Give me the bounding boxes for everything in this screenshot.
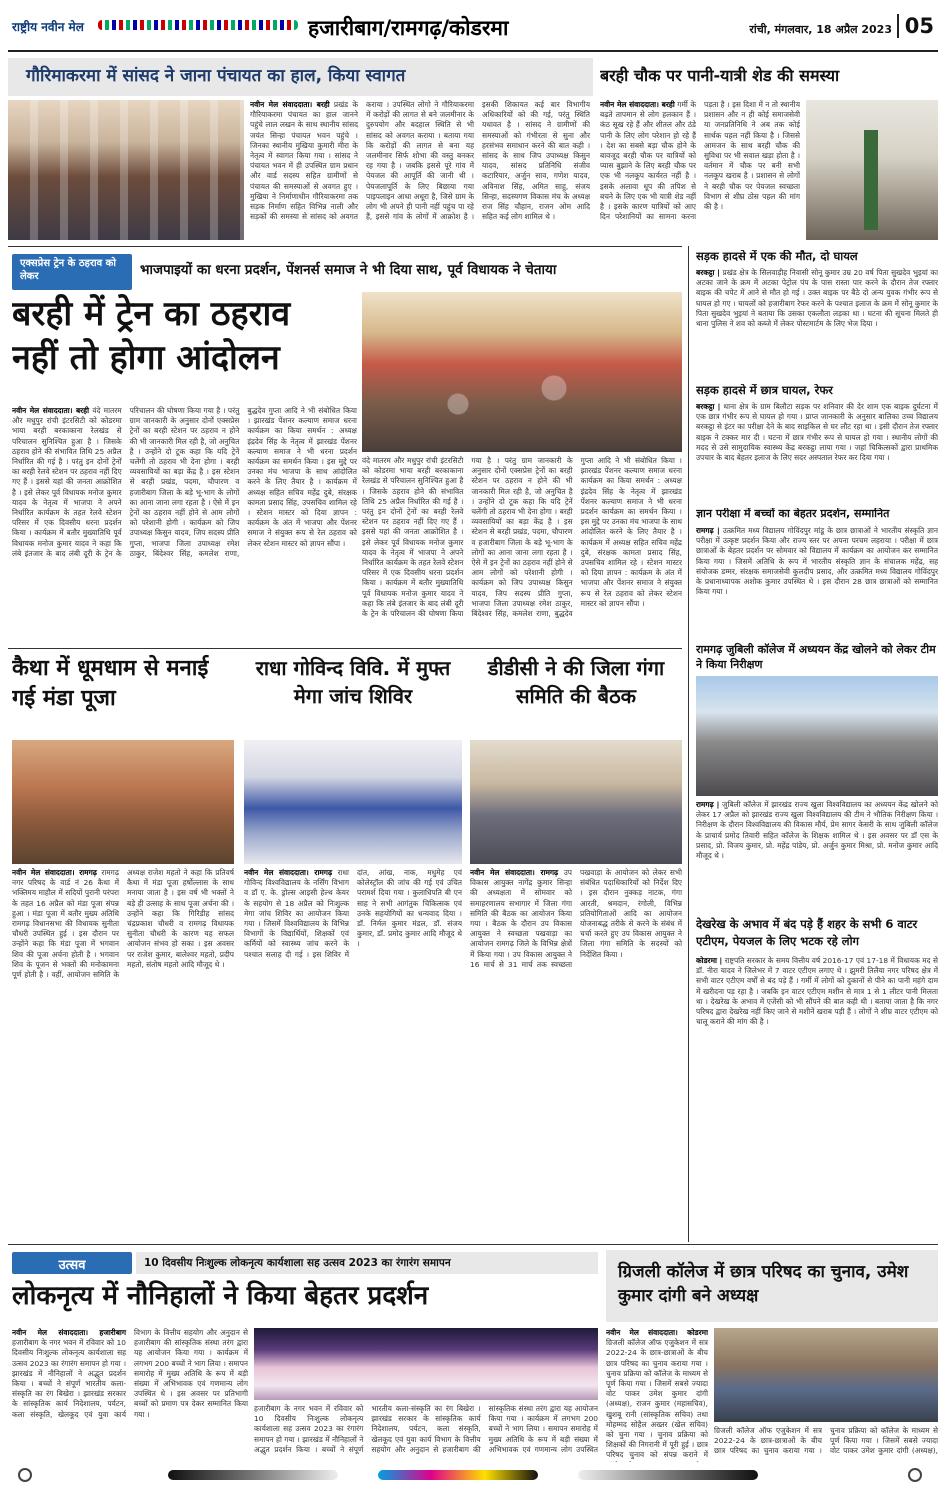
grayscale-bar-icon	[168, 1470, 338, 1480]
story-body: कोडरमा | राष्ट्रपति सरकार के समय वित्तीय वर्ष 2016-17 एवं 17-18 में विधायक मद से डॉ. नीरा यादव ने जिलेभर में 7 वाटर एटीएम लगाए थे । झुमरी तिलैया नगर परिषद क्षेत्र में सभी वाटर एटीएम वर्षों से बंद पड़े हैं । गर्मी में लोगों को दुकानों से पीने का पानी महंगे दाम में खरीदना पड़ रहा है । जबकि इन वाटर एटीएम मशीन से मात्र 1 से 1 लीटर पानी मिलता था । देखरेख के अभाव में एजेंसी को भी सौंपने की बात कही थी । बताया जाता है कि नगर परिषद द्वारा देखरेख नहीं किए जाने से मशीनें खराब पड़ी हैं । लोगों ने शीघ्र वाटर एटीएम को चालू कराने की मांग की है ।	[696, 956, 938, 1027]
registration-mark-icon	[908, 1468, 922, 1482]
story-headline: डीडीसी ने की जिला गंगा समिति की बैठक	[487, 656, 665, 708]
story-headline: गौरिमाकरमा में सांसद ने जाना पंचायत का हाल, किया स्वागत	[26, 66, 406, 86]
photo-manda-puja	[12, 740, 234, 864]
photo-college-inspection	[696, 676, 938, 796]
print-registration-bar	[8, 1466, 938, 1484]
story-headline-band	[606, 1250, 938, 1322]
photo-health-camp	[244, 740, 462, 864]
story-body-continued: ग्रिजली कॉलेज ऑफ एजुकेशन में सत्र 2022-24 के छात्र-छात्राओं के बीच छात्र परिषद का चुनाव कराया गया । चुनाव प्रक्रिया को कॉलेज के माध्यम से पूर्ण किया गया । जिसमें सबसे ज्यादा वोट पाकर उमेश कुमार दांगी (अध्यक्ष),	[714, 1426, 938, 1456]
story-body: रामगढ़ | उत्क्रमित मध्य विद्यालय गोविंदपुर मांडू के छात्र छात्राओं ने भारतीय संस्कृति ज्ञान परीक्षा में उत्कृष्ट प्रदर्शन किया और राज्य स्तर पर अपना परचम लहराया । परीक्षा में छात्र छात्राओं के बेहतर प्रदर्शन पर सोमवार को विद्यालय में कार्यक्रम का आयोजन कर सम्मानित किया गया । जिसमें अतिथि के रूप में भारतीय संस्कृति ज्ञान के संचालक महेंद्र, सह संयोजक डम्मर, संरक्षक समाजसेवी कुलदीप प्रसाद, और उत्क्रमित मध्य विद्यालय गोविंदपुर के प्रधानाध्यापक अशोक कुमार उपस्थित थे । इस दौरान 28 छात्र छात्राओं को सम्मानित किया गया ।	[696, 526, 938, 597]
story-headline: बरही चौक पर पानी-यात्री शेड की समस्या	[600, 66, 840, 85]
story-headline-box	[470, 654, 682, 736]
story-kicker: 10 दिवसीय निःशुल्क लोकनृत्य कार्यशाला सह उत्सव 2023 का रंगारंग समापन	[144, 1257, 451, 1269]
story-headline-box	[696, 642, 938, 674]
story-headline: सड़क हादसे में छात्र घायल, रेफर	[696, 384, 833, 397]
masthead	[8, 6, 938, 52]
story-body: नवीन मेल संवाददाता। बरही वंदे मातरम और मधुपुर रांची इंटरसिटी को कोडरमा भाया बरही बरकाकाना रेलखंड से परिचालन सुनिश्चित हुआ है । जिसके ठहराव होने की संभावित तिथि 25 अप्रैल निर्धारित की गई है । परंतु इन दोनों ट्रेनों का बरही रेलवे स्टेशन पर ठहराव नहीं दिए गए हैं । इससे यहां की जनता आक्रोशित है । इसे लेकर पूर्व विधायक मनोज कुमार यादव के नेतृत्व में भाजपा ने अपने निर्धारित कार्यक्रम के तहत रेलवे स्टेशन परिसर में एक दिवसीय धरना प्रदर्शन किया । कार्यक्रम में बतौर मुख्यातिथि पूर्व विधायक मनोज कुमार यादव ने कहा कि लंबे इंतजार के बाद लंबी दूरी के ट्रेन के परिचालन की घोषणा किया गया है । परंतु ग्राम जानकारी के अनुसार दोनों एक्सप्रेस ट्रेनों का बरही स्टेशन पर ठहराव न होने की भी जानकारी मिल रही है, जो अनुचित है । उन्होंने दो टूक कहा कि यदि ट्रेनें चलेंगी तो ठहराव भी देना होगा । बरही व्यवसायियों का बड़ा केंद्र है । इस स्टेशन से बरही प्रखंड, पदमा, चौपारण व हजारीबाग जिला के बड़े भू-भाग के लोगों का आना जाना लगा रहता है । ऐसे में इन ट्रेनों का ठहराव नहीं होने से आम लोगों को परेशानी होगी । कार्यक्रम को जिप उपाध्यक्ष किसुन यादव, जिप सदस्य प्रीति गुप्ता, भाजपा जिला उपाध्यक्ष रमेश ठाकुर, बिंदेश्वर सिंह, कमलेश राणा, बुद्धदेव गुप्ता आदि ने भी संबोधित किया । झारखंड पेंशनर कल्याण समाज धरना कार्यक्रम का किया समर्थन : अध्यक्ष इंद्रदेव सिंह के नेतृत्व में झारखंड पेंशनर कल्याण समाज ने भी धरना प्रदर्शन कार्यक्रम का समर्थन किया । इस मुद्दे पर उनका मंच भाजपा के साथ आंदोलित करने के लिए तैयार है । कार्यक्रम में अध्यक्ष सहित सचिव महेंद्र दुबे, संरक्षक कामता प्रसाद सिंह, उपसचिव शामिल रहे । स्टेशन मास्टर को दिया ज्ञापन : कार्यक्रम के अंत में भाजपा और पेंशनर समाज ने संयुक्त रूप से रेल ठहराव को लेकर स्टेशन मास्टर को ज्ञापन सौंपा ।	[12, 406, 357, 558]
story-headline: ज्ञान परीक्षा में बच्चों का बेहतर प्रदर्शन, सम्मानित	[696, 508, 890, 520]
story-body-continued: वंदे मातरम और मधुपुर रांची इंटरसिटी को कोडरमा भाया बरही बरकाकाना रेलखंड से परिचालन सुनिश्चित हुआ है । जिसके ठहराव होने की संभावित तिथि 25 अप्रैल निर्धारित की गई है । परंतु इन दोनों ट्रेनों का बरही रेलवे स्टेशन पर ठहराव नहीं दिए गए हैं । इससे यहां की जनता आक्रोशित है । इसे लेकर पूर्व विधायक मनोज कुमार यादव के नेतृत्व में भाजपा ने अपने निर्धारित कार्यक्रम के तहत रेलवे स्टेशन परिसर में एक दिवसीय धरना प्रदर्शन किया । कार्यक्रम में बतौर मुख्यातिथि पूर्व विधायक मनोज कुमार यादव ने कहा कि लंबे इंतजार के बाद लंबी दूरी के ट्रेन के परिचालन की घोषणा किया गया है । परंतु ग्राम जानकारी के अनुसार दोनों एक्सप्रेस ट्रेनों का बरही स्टेशन पर ठहराव न होने की भी जानकारी मिल रही है, जो अनुचित है । उन्होंने दो टूक कहा कि यदि ट्रेनें चलेंगी तो ठहराव भी देना होगा । बरही व्यवसायियों का बड़ा केंद्र है । इस स्टेशन से बरही प्रखंड, पदमा, चौपारण व हजारीबाग जिला के बड़े भू-भाग के लोगों का आना जाना लगा रहता है । ऐसे में इन ट्रेनों का ठहराव नहीं होने से आम लोगों को परेशानी होगी । कार्यक्रम को जिप उपाध्यक्ष किसुन यादव, जिप सदस्य प्रीति गुप्ता, भाजपा जिला उपाध्यक्ष रमेश ठाकुर, बिंदेश्वर सिंह, कमलेश राणा, बुद्धदेव गुप्ता आदि ने भी संबोधित किया । झारखंड पेंशनर कल्याण समाज धरना कार्यक्रम का किया समर्थन : अध्यक्ष इंद्रदेव सिंह के नेतृत्व में झारखंड पेंशनर कल्याण समाज ने भी धरना प्रदर्शन कार्यक्रम का समर्थन किया । इस मुद्दे पर उनका मंच भाजपा के साथ आंदोलित करने के लिए तैयार है । कार्यक्रम में अध्यक्ष सहित सचिव महेंद्र दुबे, संरक्षक कामता प्रसाद सिंह, उपसचिव शामिल रहे । स्टेशन मास्टर को दिया ज्ञापन : कार्यक्रम के अंत में भाजपा और पेंशनर समाज ने संयुक्त रूप से रेल ठहराव को लेकर स्टेशन मास्टर को ज्ञापन सौंपा ।	[362, 456, 682, 619]
story-headline-line-1: बरही में ट्रेन का ठहराव	[12, 294, 291, 334]
story-body: नवीन मेल संवाददाता। रामगढ़ उप विकास आयुक्त नागेंद्र कुमार सिन्हा की अध्यक्षता में सोमवार को समाहरणालय सभागार में जिला गंगा समिति की बैठक का आयोजन किया गया । बैठक के दौरान उप विकास आयुक्त ने स्वच्छता पखवाड़ा का आयोजन रामगढ़ जिले के विभिन्न क्षेत्रों में किया गया । उप विकास आयुक्त ने 16 मार्च से 31 मार्च तक स्वच्छता पखवाड़ा के आयोजन को लेकर सभी संबंधित पदाधिकारियों को निर्देश दिए । इस दौरान नुक्कड़ नाटक, गंगा आरती, श्रमदान, रंगोली, विभिन्न प्रतियोगिताओं आदि का आयोजन योजनाबद्ध तरीके से करने के संबंध में चर्चा करते हुए उप विकास आयुक्त ने जिला गंगा समिति के सदस्यों को निर्देशित किया ।	[470, 868, 682, 969]
story-headline: देखरेख के अभाव में बंद पड़े हैं शहर के सभी 6 वाटर एटीएम, पेयजल के लिए भटक रहे लोग	[696, 917, 918, 948]
story-headline-box	[12, 654, 234, 736]
story-headline-box	[696, 916, 938, 954]
story-body: बरकट्ठा | थाना क्षेत्र के ग्राम बिलौटा सड़क पर शनिवार की देर शाम एक बाइक दुर्घटना में एक छात्र गंभीर रूप से घायल हो गया । प्राप्त जानकारी के अनुसार बालिका उच्च विद्यालय बरकट्ठा से इंटर का परीक्षा देने के बाद साइकिल से घर लौट रहा था । इसी दौरान तेज रफ्तार बाइक ने टक्कर मार दी । घटना में छात्र गंभीर रूप से घायल हो गया । स्थानीय लोगों की मदद से उसे सामुदायिक स्वास्थ्य केंद्र बरकट्ठा लाया गया । जहां चिकित्सकों द्वारा प्राथमिक उपचार के बाद बेहतर इलाज के लिए सदर अस्पताल रेफर कर दिया गया ।	[696, 402, 938, 463]
story-body: नवीन मेल संवाददाता। हजारीबाग हजारीबाग के नगर भवन में रविवार को 10 दिवसीय निःशुल्क लोकनृत्य कार्यशाला सह उत्सव 2023 का रंगारंग समापन हो गया । झारखंड में नौनिहालों ने अद्भुत प्रदर्शन किया । बच्चों ने संपूर्ण भारतीय कला-संस्कृति का रंग बिखेरा । झारखंड सरकार के सांस्कृतिक कार्य निदेशालय, पर्यटन, कला संस्कृति, खेलकूद एवं युवा कार्य विभाग के वित्तीय सहयोग और अनुदान से हजारीबाग की सांस्कृतिक संस्था तरंग द्वारा यह आयोजन किया गया । कार्यक्रम में लगभग 200 बच्चों ने भाग लिया । समापन समारोह में मुख्य अतिथि के रूप में बड़ी संख्या में अभिभावक एवं गणमान्य लोग उपस्थित थे । इस अवसर पर प्रतिभागी बच्चों को प्रमाण पत्र देकर सम्मानित किया गया ।	[12, 1328, 248, 1419]
story-headline-band	[8, 58, 593, 96]
story-body: रामगढ़ | जुबिली कॉलेज में झारखंड राज्य खुला विश्वविद्यालय का अध्ययन केंद्र खोलने को लेकर 17 अप्रैल को झारखंड राज्य खुला विश्वविद्यालय की टीम ने भौतिक निरीक्षण किया । निरीक्षण के दौरान विश्वविद्यालय की विकास मौर्य, प्रेम सागर केसरी के साथ जुबिली कॉलेज के प्राचार्य प्रमोद तिवारी सहित कॉलेज के शिक्षक शामिल थे । इस अवसर पर डॉ एस के प्रसाद, प्रो. विजय कुमार, प्रो. महेंद्र पांडेय, प्रो. अर्जुन कुमार मिश्रा, प्रो. मनोज कुमार आदि मौजूद थे ।	[696, 800, 938, 861]
photo-ganga-meeting	[470, 740, 682, 864]
story-headline-box	[696, 250, 938, 268]
section-title: हजारीबाग/रामगढ़/कोडरमा	[308, 16, 509, 40]
story-body-continued: हजारीबाग के नगर भवन में रविवार को 10 दिवसीय निःशुल्क लोकनृत्य कार्यशाला सह उत्सव 2023 का रंगारंग समापन हो गया । झारखंड में नौनिहालों ने अद्भुत प्रदर्शन किया । बच्चों ने संपूर्ण भारतीय कला-संस्कृति का रंग बिखेरा । झारखंड सरकार के सांस्कृतिक कार्य निदेशालय, पर्यटन, कला संस्कृति, खेलकूद एवं युवा कार्य विभाग के वित्तीय सहयोग और अनुदान से हजारीबाग की सांस्कृतिक संस्था तरंग द्वारा यह आयोजन किया गया । कार्यक्रम में लगभग 200 बच्चों ने भाग लिया । समापन समारोह में मुख्य अतिथि के रूप में बड़ी संख्या में अभिभावक एवं गणमान्य लोग उपस्थित	[254, 1404, 598, 1454]
story-body: नवीन मेल संवाददाता। बरही प्रखंड के गौरियाकरमा पंचायत का हाल जानने पहुंचे लाल लखन के साथ स्थानीय सांसद जयंत सिन्हा पंचायत भवन पहुंचे । जिनका स्थानीय मुखिया कुमारी मीरा के नेतृत्व में स्वागत किया गया । सांसद ने पंचायत भवन में ही उपस्थित ग्राम प्रधान और वार्ड सदस्य सहित ग्रामीणों से पंचायत की समस्याओं से अवगत हुए । मुखिया ने निर्माणाधीन गौरियाकरमा तक सड़क निर्माण सहित विभिन्न नाली और सड़कों की समस्या से सांसद को अवगत कराया । उपस्थित लोगो ने गौरियाकरमा में करोड़ों की लागत से बने जलमीनार के दुरुपयोग और बदहाल स्थिति से भी सांसद को अवगत कराया । बताया गया कि करोड़ों की लागत से बना यह जलमीनार सिर्फ शोभा की वस्तु बनकर रह गया है । जबकि इससे पूरे गांव में पेयजल की आपूर्ति की जानी थी । पेयजलापूर्ति के लिए बिछाया गया पाइपलाइन आधा अधूरा है, जिसे ग्राम के लोग भी अपने ही पानी नहीं पहुंच पा रहे हैं, इससे गांव के लोगों में आक्रोश है । इसकी शिकायत कई बार विभागीय अधिकारियों को की गई, परंतु स्थिति यथावत है । सांसद ने ग्रामीणों की समस्याओं को गंभीरता से सुना और हरसंभव समाधान करने की बात कही । सांसद के साथ जिप उपाध्यक्ष किसुन यादव, सांसद प्रतिनिधि संजीव कटारियार, अर्जुन साव, गणेश यादव, अविनाश सिंह, अमित साहु, संजय सिन्हा, सदस्यगण विकास मंच के अध्यक्ष राज सिंह चौहान, राजन ओम आदि सहित कई लोग शामिल थे ।	[250, 100, 590, 222]
story-headline-box	[696, 384, 938, 402]
story-headline-box	[696, 508, 938, 526]
story-kicker: भाजपाइयों का धरना प्रदर्शन, पेंशनर्स समाज ने भी दिया साथ, पूर्व विधायक ने चेताया	[140, 262, 557, 278]
story-headline: ग्रिजली कॉलेज में छात्र परिषद का चुनाव, उमेश कुमार दांगी बने अध्यक्ष	[618, 1262, 909, 1306]
masthead-decoration	[98, 20, 298, 30]
story-kicker-box	[140, 254, 680, 284]
photo-dharna-protest	[362, 292, 682, 452]
story-body: नवीन मेल संवाददाता। रामगढ़ रामगढ़ नगर परिषद के वार्ड नं 26 कैथा में भक्तिमय माहौल में सदियों पुरानी परंपरा के तहत 16 अप्रैल को मंडा पूजा संपन्न हुआ । मंडा पूजा में बतौर मुख्य अतिथि रामगढ़ विधानसभा की विधायक सुनीता चौधरी उपस्थित हुई । इस दौरान पर उन्होंने कहा कि मंडा पूजा में भगवान शिव की पूजा अर्चना होती है । भगवान शिव के पूजन से भक्तों की मनोकामना पूर्ण होती है । वहीं, आयोजन समिति के अध्यक्ष राजेश महतो ने कहा कि प्रतिवर्ष कैथा में मंडा पूजा हर्षोल्लास के साथ मनाया जाता है । इस वर्ष भी भक्तों ने बड़े ही उत्साह के साथ पूजा अर्चना की । उन्होंने कहा कि गिरिडीह सांसद चंद्रप्रकाश चौधरी व रामगढ़ विधायक सुनीता चौधरी के कारण यह सफल आयोजन संभव हो सका । इस अवसर पर राजेश कुमार, बालेश्वर महतो, प्रदीप महतो, संतोष महतो आदि मौजूद थे ।	[12, 868, 234, 980]
story-body: नवीन मेल संवाददाता। बरही गर्मी के बढ़ते तापमान से लोग हलकान हैं । कंठ सूख रहे हैं और शीतल और ठंडे पानी के लिए लोग परेशान हो रहे हैं । देश का सबसे बड़ा चौक होने के बावजूद बरही चौक पर यात्रियों को प्यास बुझाने के लिए बरही चौक पर एक भी नलकूप कार्यरत नहीं है । इसके अलावा धूप की तपिश से बचने के लिए एक भी यात्री शेड नहीं है । इसके कारण यात्रियों को आए दिन परेशानियों का सामना करना पड़ता है । इस दिशा में न तो स्थानीय प्रशासन और न ही कोई समाजसेवी या जनप्रतिनिधि ने अब तक कोई सार्थक पहल नहीं किया है । जिससे आमजन के साथ बरही चौक की सुविधा पर भी सवाल खड़ा होता है । वर्तमान में चौक पर बनी सभी नलकूप खराब है । प्रशासन से लोगों ने बरही चौक पर पेयजल स्वच्छता विभाग से शीघ्र ठोस पहल की मांग की है ।	[600, 100, 800, 222]
story-headline-line-2: नहीं तो होगा आंदोलन	[12, 338, 280, 378]
story-body: बरकट्ठा | प्रखंड क्षेत्र के सिलवाड़ीह निवासी सोनू कुमार उम्र 20 वर्ष पिता सुखदेव भुइयां का अटका जाने के क्रम में अटका पेट्रोल पंप के पास रास्ता पार करने के दौरान तेज रफ्तार बाइक की चपेट में आने से मौत हो गई । उक्त बाइक पर बैठे दो अन्य युवक गंभीर रूप से घायल हो गए । घायलों को हजारीबाग रेफर करने के पश्चात इलाज के क्रम में सोनू कुमार के पिता सुखदेव भुइयां ने बताया कि उसका एकलौता लड़का था । घटना की सूचना मिलते ही थाना पुलिस ने शव को कब्जे में लेकर पोस्टमार्टम के लिए भेज दिया ।	[696, 268, 938, 329]
grayscale-bar-icon	[578, 1470, 758, 1480]
story-kicker-band	[136, 1252, 598, 1274]
story-headline-box	[244, 654, 462, 736]
story-headline: कैथा में धूमधाम से मनाई गई मंडा पूजा	[12, 656, 209, 711]
dateline: रांची, मंगलवार, 18 अप्रैल 2023	[749, 23, 892, 36]
story-headline: सड़क हादसे में एक की मौत, दो घायल	[696, 250, 858, 263]
story-headline-box	[12, 292, 352, 402]
story-body: नवीन मेल संवाददाता। रामगढ़ राधा गोविन्द विश्वविद्यालय के नर्सिंग विभाग व डॉ ए. के. ड्रोल्स आइसी हेल्थ केयर के सहयोग से 18 अप्रैल को निःशुल्क मेगा जांच शिविर का आयोजन किया गया । जिसमें विश्वविद्यालय के विभिन्न विभागों के विद्यार्थियों, शिक्षकों एवं कर्मियों को स्वास्थ्य जांच करने के पश्चात सलाह दी गई । इस शिविर में दांत, आंख, नाक, मधुमेह एवं कोलेस्ट्रॉल की जांच की गई एवं उचित परामर्श दिया गया । कुलाधिपति बी एन साह ने सभी आगंतुक चिकित्सक एवं उनके सहयोगियों का धन्यवाद दिया । डॉ. निर्मल कुमार मंडल, डॉ. संजय कुमार, डॉ. प्रमोद कुमार आदि मौजूद थे ।	[244, 868, 462, 959]
color-bar-icon	[378, 1470, 538, 1480]
photo-water-tap	[806, 100, 938, 240]
newspaper-brand: राष्ट्रीय नवीन मेल	[12, 20, 84, 34]
story-tag: एक्सप्रेस ट्रेन के ठहराव को लेकर	[12, 254, 132, 290]
story-headline: रामगढ़ जुबिली कॉलेज में अध्ययन केंद्र खोलने को लेकर टीम ने किया निरीक्षण	[696, 643, 936, 671]
story-headline: राधा गोविन्द विवि. में मुफ्त मेगा जांच शिविर	[255, 656, 451, 708]
registration-mark-icon	[18, 1468, 32, 1482]
story-body: नवीन मेल संवाददाता। कोडरमा ग्रिजली कॉलेज ऑफ एजुकेशन में सत्र 2022-24 के छात्र-छात्राओं के बीच छात्र परिषद का चुनाव कराया गया । चुनाव प्रक्रिया को कॉलेज के माध्यम से पूर्ण किया गया । जिसमें सबसे ज्यादा वोट पाकर उमेश कुमार दांगी (अध्यक्ष), राजन कुमार (महासचिव), खुशबू रानी (सांस्कृतिक सचिव) तथा मोहम्मद सोहैल अख्तर (खेल सचिव) को चुना गया । चुनाव प्रक्रिया को शिक्षकों की निगरानी में पूरी हुई । छात्र परिषद चुनाव को संपन्न कराने में	[606, 1328, 708, 1460]
photo-folk-dance	[254, 1328, 598, 1400]
story-headline-box	[600, 58, 938, 96]
story-tag: उत्सव	[12, 1252, 132, 1274]
page-number: 05	[897, 14, 934, 38]
story-headline-box	[12, 1276, 598, 1324]
story-headline: लोकनृत्य में नौनिहालों ने किया बेहतर प्रदर्शन	[12, 1281, 429, 1311]
photo-student-council	[714, 1328, 938, 1422]
photo-village-meeting	[8, 100, 244, 240]
